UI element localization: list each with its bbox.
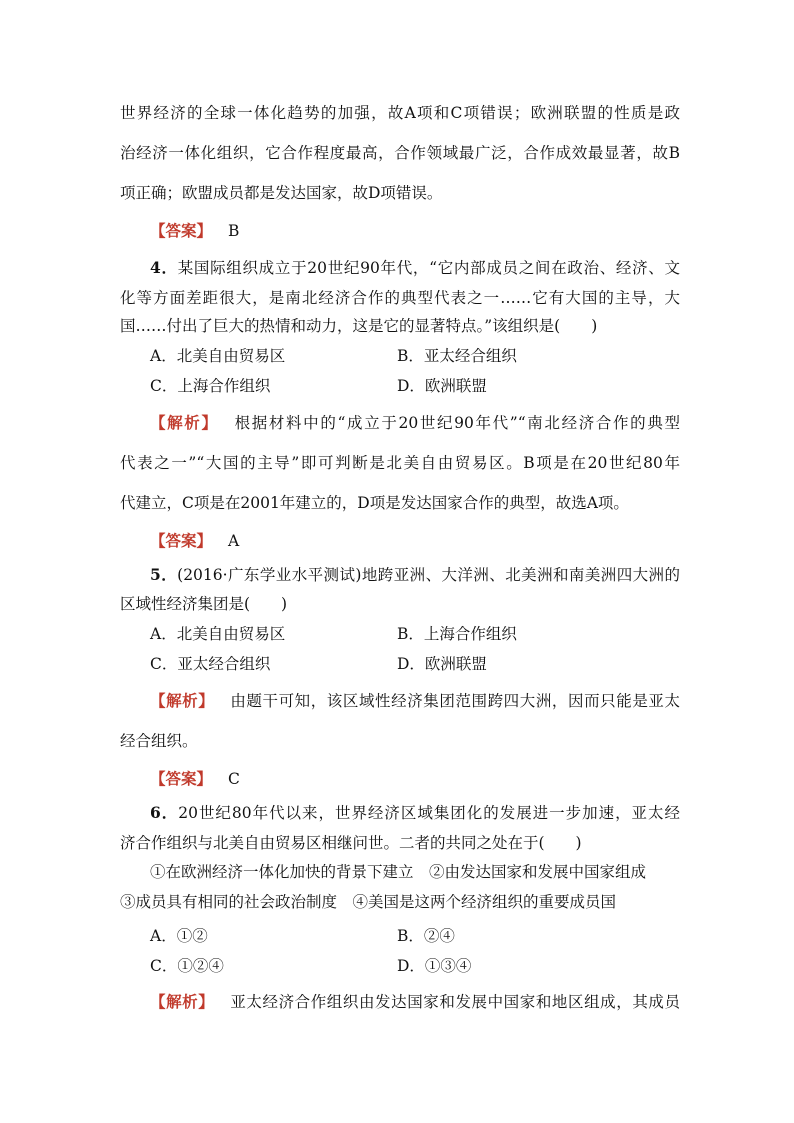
q5-analysis-line-2: 经合组织。 <box>120 732 198 750</box>
answer-label: 【答案】 <box>150 531 213 550</box>
q6-option-c: C．①②④ <box>150 957 224 975</box>
q4-stem-line-3: 国……付出了巨大的热情和动力，这是它的显著特点。”该组织是( ) <box>120 317 598 335</box>
q4-analysis-line-2: 代表之一”“大国的主导”即可判断是北美自由贸易区。B项是在20世纪80年 <box>120 454 680 472</box>
q4-number: 4． <box>150 258 178 277</box>
q3-explanation-line-1: 世界经济的全球一体化趋势的加强，故A项和C项错误；欧洲联盟的性质是政 <box>120 104 680 122</box>
q5-option-b: B．上海合作组织 <box>397 625 517 643</box>
answer-label: 【答案】 <box>150 221 213 240</box>
q6-option-b: B．②④ <box>397 927 455 945</box>
q5-answer-row <box>150 769 680 789</box>
q5-stem-line-1: 5．(2016·广东学业水平测试)地跨亚洲、大洋洲、北美洲和南美洲四大洲的 <box>150 565 680 584</box>
q6-option-d: D．①③④ <box>397 957 472 975</box>
q5-stem-line-2: 区域性经济集团是( ) <box>120 595 288 613</box>
q5-option-c: C．亚太经合组织 <box>150 655 271 673</box>
q6-option-a: A．①② <box>150 927 208 945</box>
answer-label: 【答案】 <box>150 769 213 788</box>
q3-answer-value: B <box>228 222 240 240</box>
q4-option-a: A．北美自由贸易区 <box>150 347 286 365</box>
q4-answer-value: A <box>228 532 240 550</box>
q3-answer-row <box>150 221 680 241</box>
q3-explanation-line-2: 治经济一体化组织，它合作程度最高，合作领域最广泛，合作成效最显著，故B <box>120 144 680 162</box>
q5-analysis-line-1: 【解析】 由题干可知，该区域性经济集团范围跨四大洲，因而只能是亚太 <box>150 691 680 710</box>
q5-number: 5． <box>150 565 178 584</box>
q4-stem-line-2: 化等方面差距很大，是南北经济合作的典型代表之一……它有大国的主导，大 <box>120 289 680 307</box>
q4-option-d: D．欧洲联盟 <box>397 377 487 395</box>
q4-analysis-line-1: 【解析】 根据材料中的“成立于20世纪90年代”“南北经济合作的典型 <box>150 413 680 432</box>
q4-option-b: B．亚太经合组织 <box>397 347 517 365</box>
analysis-label: 【解析】 <box>150 691 215 710</box>
q5-answer-value: C <box>228 770 240 788</box>
q6-statements-line-1: ①在欧洲经济一体化加快的背景下建立 ②由发达国家和发展中国家组成 <box>150 863 647 881</box>
q6-number: 6． <box>150 803 179 822</box>
q5-option-d: D．欧洲联盟 <box>397 655 487 673</box>
q4-answer-row <box>150 531 680 551</box>
q3-explanation-line-3: 项正确；欧盟成员都是发达国家，故D项错误。 <box>120 184 443 202</box>
q6-statements-line-2: ③成员具有相同的社会政治制度 ④美国是这两个经济组织的重要成员国 <box>120 893 617 911</box>
q6-analysis-line-1: 【解析】 亚太经济合作组织由发达国家和发展中国家和地区组成，其成员 <box>150 992 680 1011</box>
q6-stem-line-1: 6．20世纪80年代以来，世界经济区域集团化的发展进一步加速，亚太经 <box>150 803 680 822</box>
q4-stem-line-1: 4．某国际组织成立于20世纪90年代，“它内部成员之间在政治、经济、文 <box>150 258 680 277</box>
analysis-label: 【解析】 <box>150 992 215 1011</box>
analysis-label: 【解析】 <box>150 413 219 432</box>
q6-stem-line-2: 济合作组织与北美自由贸易区相继问世。二者的共同之处在于( ) <box>120 834 582 852</box>
q4-option-c: C．上海合作组织 <box>150 377 271 395</box>
q5-option-a: A．北美自由贸易区 <box>150 625 286 643</box>
q4-analysis-line-3: 代建立，C项是在2001年建立的，D项是发达国家合作的典型，故选A项。 <box>120 494 629 512</box>
